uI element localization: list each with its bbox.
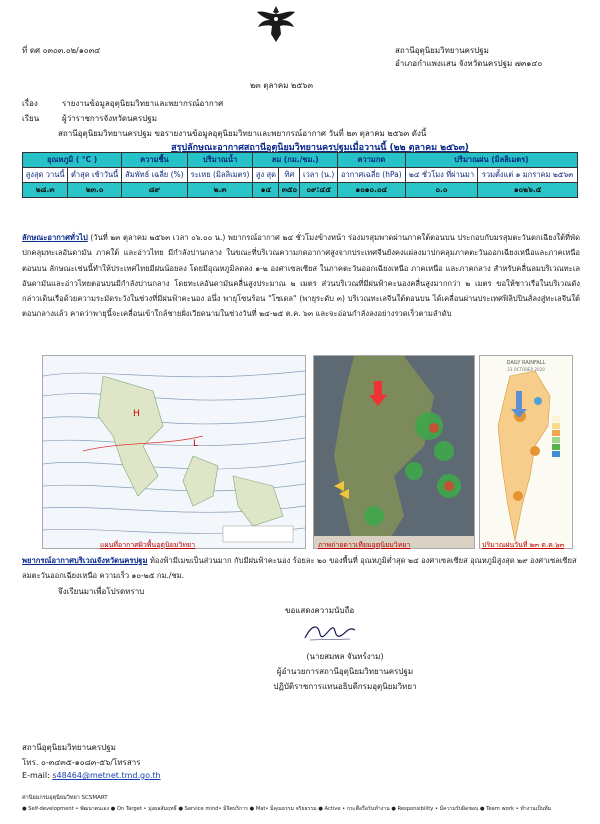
col-wind-dir: ทิศ bbox=[279, 168, 300, 183]
org-values-line: ● Self-development • พัฒนาตนเอง ● On Target • มุ่งผลสัมฤทธิ์ ● Service mind• มีจิตบริการ ● Mat• มีคุณธรรม จริยธรรม ● Active • กระตือรือร้นทำงาน ● Responsibility • มีความรับผิดชอบ ● Team work • ทำงานเป็นทีม bbox=[22, 806, 552, 812]
val-wind-max: ๑๔ bbox=[253, 183, 279, 198]
rainfall-map-date: 23 OCTOBER 2020 bbox=[507, 367, 545, 372]
group-rainfall: ปริมาณฝน (มิลลิเมตร) bbox=[405, 153, 577, 168]
email-link[interactable]: s48464@metnet.tmd.go.th bbox=[52, 771, 161, 780]
signature bbox=[300, 620, 360, 646]
forecast-label: พยากรณ์อากาศบริเวณจังหวัดนครปฐม bbox=[22, 556, 148, 565]
val-rel-humidity: ๘๙ bbox=[122, 183, 187, 198]
org-name: สถานีอุตุนิยมวิทยานครปฐม bbox=[395, 46, 489, 55]
col-wind-time: เวลา (น.) bbox=[300, 168, 338, 183]
signer-position-1: ผู้อำนวยการสถานีอุตุนิยมวิทยานครปฐม bbox=[276, 667, 414, 676]
val-max-temp: ๒๘.๓ bbox=[23, 183, 68, 198]
letter-date: ๒๓ ตุลาคม ๒๕๖๓ bbox=[250, 81, 313, 90]
subject-key: เรื่อง bbox=[22, 99, 38, 108]
to-text: ผู้ว่าราชการจังหวัดนครปฐม bbox=[62, 114, 157, 123]
closing-please: จึงเรียนมาเพื่อโปรดทราบ bbox=[58, 587, 145, 596]
subject-text: รายงานข้อมูลอุตุนิยมวิทยาและพยากรณ์อากาศ bbox=[62, 99, 224, 108]
contact-email-line bbox=[22, 771, 161, 780]
surface-weather-map bbox=[42, 355, 306, 549]
val-evaporation: ๒.๓ bbox=[187, 183, 253, 198]
org-address: อำเภอกำแพงแสน จังหวัดนครปฐม ๗๓๑๔๐ bbox=[395, 59, 543, 68]
val-min-temp: ๒๓.๐ bbox=[68, 183, 122, 198]
caption-rainfall: ปริมาณฝนวันที่ ๒๓ ต.ค.๖๓ bbox=[482, 541, 565, 549]
group-evaporation: ปริมาณน้ำ bbox=[187, 153, 253, 168]
svg-text:H: H bbox=[133, 409, 140, 419]
weather-map-graphic bbox=[43, 356, 305, 548]
table-value-row bbox=[23, 183, 578, 198]
general-weather-paragraph bbox=[22, 230, 580, 322]
forecast-text: ท้องฟ้ามีเมฆเป็นส่วนมาก กับมีฝนฟ้าคะนอง ร้อยละ ๒๐ ของพื้นที่ อุณหภูมิต่ำสุด ๒๔ องศาเซลเซียส อุณหภูมิสูงสุด ๒๙ องศาเซลเซียส ลมตะวันออกเฉียงเหนือ ความเร็ว ๑๐-๒๕ กม./ชม. bbox=[22, 556, 577, 580]
general-weather-text: (วันที่ ๒๓ ตุลาคม ๒๕๖๓ เวลา ๐๖.๐๐ น.) พยากรณ์อากาศ ๒๔ ชั่วโมงข้างหน้า ร่องมรสุมพาดผ่านภาคใต้ตอนบน ประกอบกับมรสุมตะวันตกเฉียงใต้ที่พัดปกคลุมทะเลอันดามัน ภาคใต้ และอ่าวไทย มีกำลังปานกลาง ในขณะที่บริเวณความกดอากาศสูงจากประเทศจีนยังคงแผ่ลงมาปกคลุมภาคตะวันออกเฉียงเหนือและภาคเหนือตอนบน ลักษณะเช่นนี้ทำให้ประเทศไทยมีฝนน้อยลง โดยมีอุณหภูมิลดลง ๑-๒ องศาเซลเซียส ในภาคตะวันออกเฉียงเหนือ ภาคเหนือ และภาคกลาง สำหรับคลื่นลมบริเวณทะเลอันดามันและอ่าวไทยตอนบนมีกำลังปานกลาง โดยทะเลอันดามันคลื่นสูงประมาณ ๒ เมตร ส่วนบริเวณที่มีฝนฟ้าคะนองคลื่นสูงมากกว่า ๒ เมตร ขอให้ชาวเรือในบริเวณดังกล่าวเดินเรือด้วยความระมัดระวังในช่วงที่มีฝนฟ้าคะนอง อนึ่ง พายุโซนร้อน "โซเดล" (พายุระดับ ๓) บริเวณทะเลจีนใต้ตอนบน ได้เคลื่อนผ่านประเทศฟิลิปปินส์ลงสู่ทะเลจีนใต้ตอนกลางแล้ว คาดว่าพายุนี้จะเคลื่อนเข้าใกล้ชายฝั่งเวียดนามในช่วงวันที่ ๒๔-๒๕ ต.ค. ๖๓ และจะอ่อนกำลังลงอย่างรวดเร็วตามลำดับ bbox=[22, 233, 580, 319]
col-pressure: อากาศเฉลี่ย (hPa) bbox=[337, 168, 405, 183]
group-pressure: ความกด bbox=[337, 153, 405, 168]
val-pressure: ๑๐๑๐.๐๔ bbox=[337, 183, 405, 198]
col-max-temp: สูงสุด วานนี้ bbox=[23, 168, 68, 183]
col-evaporation: ระเหย (มิลลิเมตร) bbox=[187, 168, 253, 183]
general-weather-label: ลักษณะอากาศทั่วไป bbox=[22, 233, 88, 242]
email-label: E-mail: bbox=[22, 771, 50, 780]
to-line bbox=[22, 112, 157, 125]
satellite-graphic bbox=[314, 356, 474, 548]
reference-number: ที่ ดศ ๐๓๐๓.๐๒/๑๐๓๔ bbox=[22, 46, 101, 55]
val-rain-24h: ๐.๐ bbox=[405, 183, 477, 198]
group-wind: ลม (กม./ชม.) bbox=[253, 153, 337, 168]
group-humidity: ความชื้น bbox=[122, 153, 187, 168]
signer-name: (นายสมพล จันทร์งาม) bbox=[306, 652, 384, 661]
col-rel-humidity: สัมพัทธ์ เฉลี่ย (%) bbox=[122, 168, 187, 183]
col-rain-ytd: รวมตั้งแต่ ๑ มกราคม ๒๕๖๓ bbox=[478, 168, 578, 183]
forecast-paragraph bbox=[22, 553, 580, 583]
rainfall-map bbox=[479, 355, 573, 549]
org-values-title: ค่านิยมกรมอุตุนิยมวิทยา SCSMART bbox=[22, 795, 108, 801]
subject-line bbox=[22, 97, 223, 110]
garuda-emblem bbox=[255, 4, 297, 44]
org-block bbox=[395, 44, 542, 70]
col-min-temp: ต่ำสุด เช้าวันนี้ bbox=[68, 168, 122, 183]
rainfall-graphic bbox=[480, 356, 572, 548]
caption-surface-map: แผนที่อากาศผิวพื้นอุตุนิยมวิทยา bbox=[100, 541, 196, 549]
svg-text:L: L bbox=[193, 439, 199, 449]
caption-satellite: ภาพถ่ายดาวเทียมอุตุนิยมวิทยา bbox=[318, 541, 411, 549]
group-temperature: อุณหภูมิ ( °C ) bbox=[23, 153, 122, 168]
table-subheader-row bbox=[23, 168, 578, 183]
contact-phone: โทร. ๐-๓๔๓๕-๑๐๘๓-๕๖/โทรสาร bbox=[22, 758, 141, 767]
intro-paragraph: สถานีอุตุนิยมวิทยานครปฐม ขอรายงานข้อมูลอุตุนิยมวิทยาและพยากรณ์อากาศ วันที่ ๒๓ ตุลาคม ๒๕๖๓ ดังนี้ bbox=[58, 129, 427, 138]
val-rain-ytd: ๑๐๒๖.๕ bbox=[478, 183, 578, 198]
summary-title: สรุปลักษณะอากาศสถานีอุตุนิยมวิทยานครปฐมเมื่อวานนี้ (๒๒ ตุลาคม ๒๕๖๓) bbox=[171, 143, 469, 153]
satellite-image bbox=[313, 355, 475, 549]
weather-summary-table bbox=[22, 152, 578, 198]
rainfall-map-title: DAILY RAINFALL bbox=[506, 360, 546, 366]
val-wind-dir: ๓๕๐ bbox=[279, 183, 300, 198]
col-rain-24h: ๒๔ ชั่วโมง ที่ผ่านมา bbox=[405, 168, 477, 183]
signer-position-2: ปฏิบัติราชการแทนอธิบดีกรมอุตุนิยมวิทยา bbox=[273, 682, 417, 691]
closing-regards: ขอแสดงความนับถือ bbox=[285, 606, 355, 615]
to-key: เรียน bbox=[22, 114, 40, 123]
table-group-header-row bbox=[23, 153, 578, 168]
contact-station: สถานีอุตุนิยมวิทยานครปฐม bbox=[22, 743, 116, 752]
val-wind-time: ๐๙:๔๕ bbox=[300, 183, 338, 198]
col-wind-max: สูง สุด bbox=[253, 168, 279, 183]
